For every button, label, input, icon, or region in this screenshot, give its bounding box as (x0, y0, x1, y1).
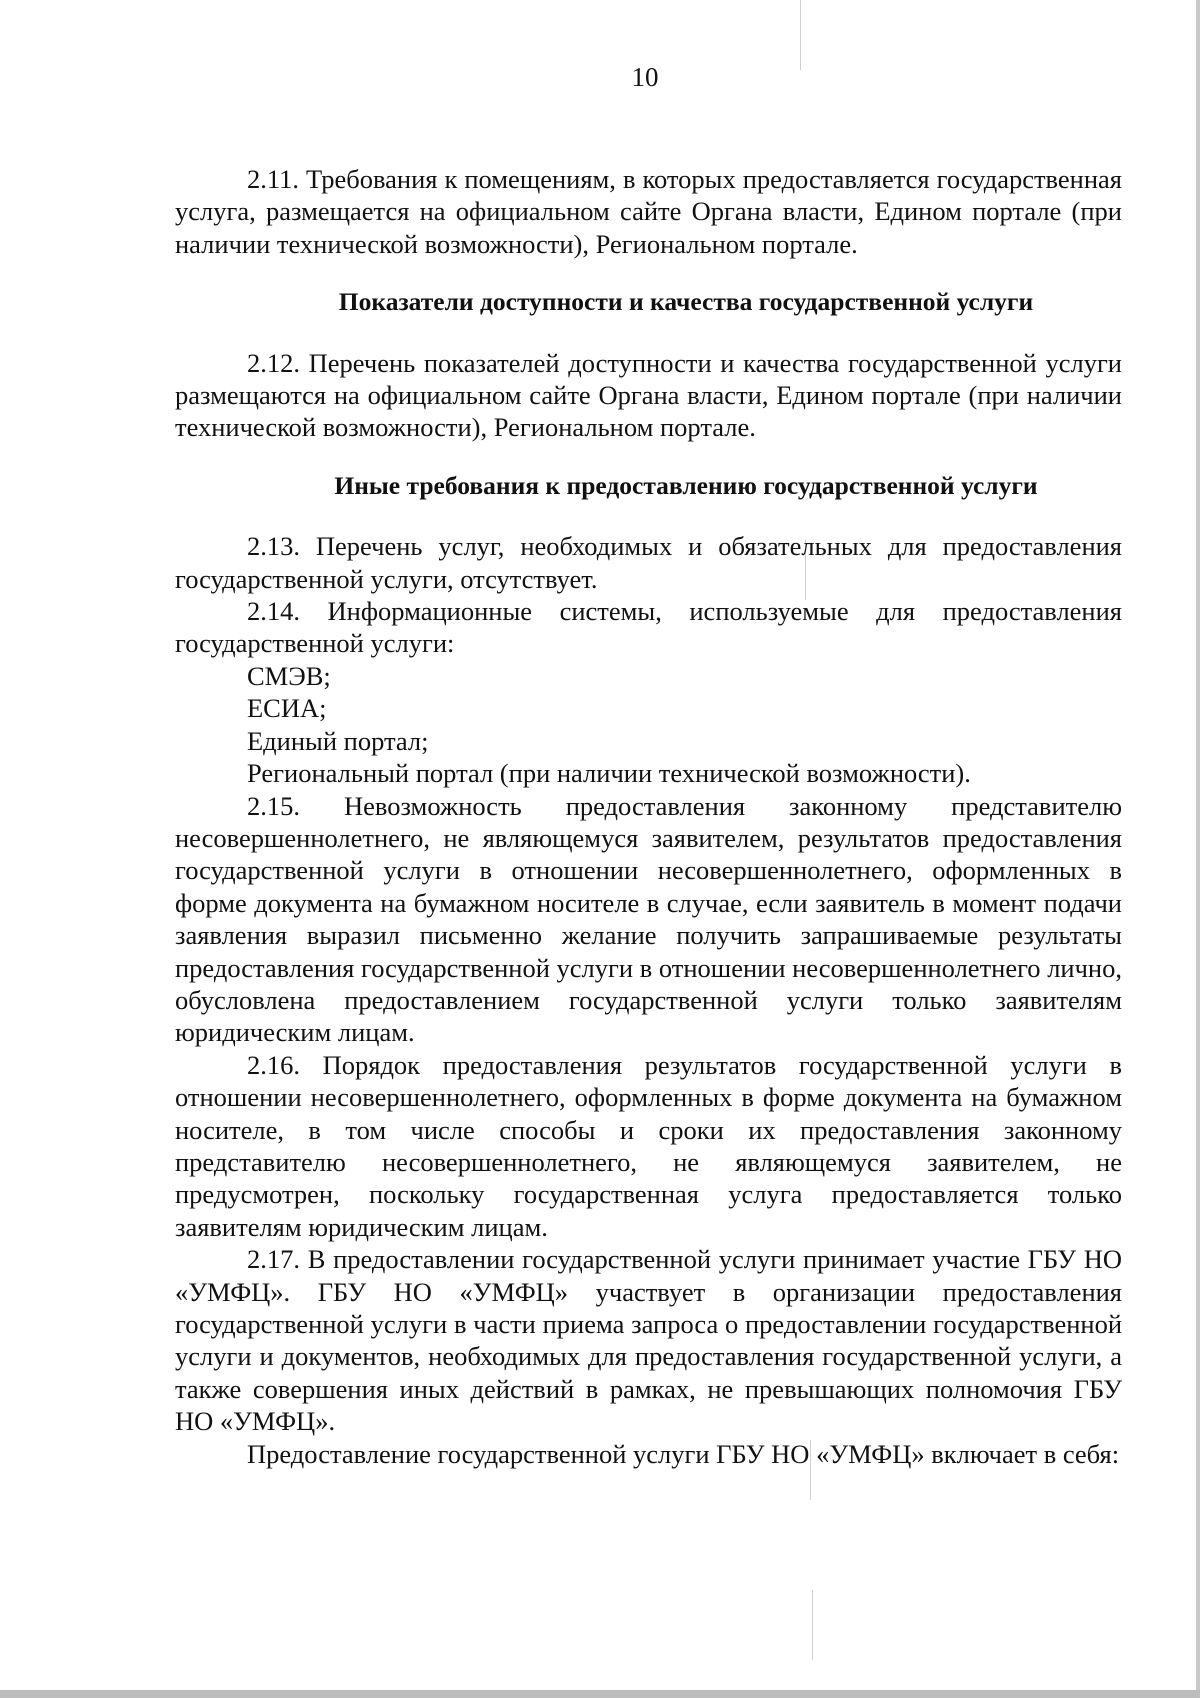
list-item: Региональный портал (при наличии технической возможности). (247, 758, 971, 789)
paragraph-2-16: 2.16. Порядок предоставления результатов государственной услуги в отношении несовершеннолетнего, оформленных в форме документа на бумажном носителе, в том числе способы и сроки их предоставления законному представителю несовершеннолетнего, не являющемуся заявителем, не предусмотрен, поскольку государственная услуга предоставляется только заявителям юридическим лицам. (175, 1049, 1122, 1242)
list-item: СМЭВ; (247, 660, 331, 691)
scan-artifact-line (812, 1590, 813, 1660)
section-heading-accessibility-quality: Показатели доступности и качества государственной услуги (338, 287, 1034, 317)
paragraph-2-17: 2.17. В предоставлении государственной услуги принимает участие ГБУ НО «УМФЦ». ГБУ НО «УМФЦ» участвует в организации предоставления государственной услуги в части приема запроса о предоставлении государственной услуги и документов, необходимых для предоставления государственной услуги, а также совершения иных действий в рамках, не превышающих полномочия ГБУ НО «УМФЦ». (175, 1244, 1122, 1437)
document-body (175, 163, 1122, 1470)
list-item: Единый портал; (247, 725, 429, 756)
paragraph-2-12: 2.12. Перечень показателей доступности и качества государственной услуги размещаются на официальном сайте Органа власти, Едином портале (при наличии технической возможности), Региональном портале. (175, 347, 1122, 443)
paragraph-2-13: 2.13. Перечень услуг, необходимых и обязательных для предоставления государственной услуги, отсутствует. (175, 531, 1122, 594)
page-number: 10 (631, 62, 659, 92)
paragraph-umfc-includes: Предоставление государственной услуги ГБУ НО «УМФЦ» включает в себя: (247, 1438, 1120, 1469)
paragraph-2-11: 2.11. Требования к помещениям, в которых предоставляется государственная услуга, размещается на официальном сайте Органа власти, Едином портале (при наличии технической возможности), Региональном портале. (175, 164, 1122, 259)
paragraph-2-14: 2.14. Информационные системы, используемые для предоставления государственной услуги: (175, 596, 1122, 659)
scan-page-edge (0, 1690, 1200, 1698)
paragraph-2-15: 2.15. Невозможность предоставления законному представителю несовершеннолетнего, не являющемуся заявителем, результатов предоставления государственной услуги в отношении несовершеннолетнего, оформленных в форме документа на бумажном носителе в случае, если заявитель в момент подачи заявления выразил письменно желание получить запрашиваемые результаты предоставления государственной услуги в отношении несовершеннолетнего лично, обусловлена предоставлением государственной услуги только заявителям юридическим лицам. (175, 790, 1122, 1048)
section-heading-other-requirements: Иные требования к предоставлению государственной услуги (334, 470, 1038, 500)
list-item: ЕСИА; (247, 693, 327, 724)
scan-artifact-line (800, 0, 801, 70)
